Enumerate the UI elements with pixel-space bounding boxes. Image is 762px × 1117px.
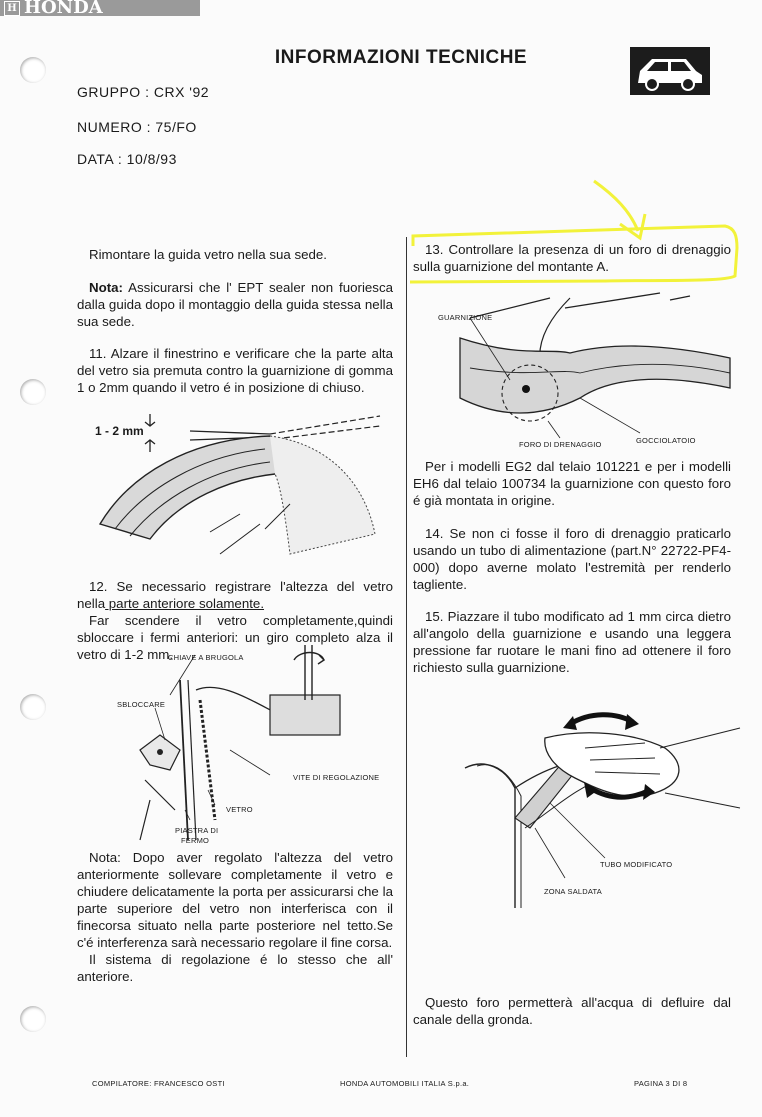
step-13-text: 13. Controllare la presenza di un foro di drenaggio sulla guarnizione del montante A. (413, 242, 731, 274)
fig2-label-piastra-2: FERMO (181, 836, 210, 845)
meta-numero: NUMERO : 75/FO (77, 119, 197, 135)
footer-compilatore: COMPILATORE: FRANCESCO OSTI (92, 1079, 225, 1088)
fig3-label-gocciolatoio: GOCCIOLATOIO (636, 436, 696, 445)
right-step-14 (413, 525, 731, 593)
nota1-text: Assicurarsi che l' EPT sealer non fuoriesca dalla guida dopo il montaggio della guida stessa nella sua sede. (77, 280, 393, 329)
fig2-label-vetro: VETRO (226, 805, 253, 814)
end-text: Questo foro permetterà all'acqua di defluire dal canale della gronda. (413, 995, 731, 1027)
fig2-label-chiave: CHIAVE A BRUGOLA (168, 653, 244, 662)
figure-adjust-screw (110, 640, 390, 850)
fig2-label-sbloccare: SBLOCCARE (117, 700, 166, 709)
p1-text: Rimontare la guida vetro nella sua sede. (89, 247, 328, 262)
meta-data: DATA : 10/8/93 (77, 151, 177, 167)
fig4-label-zona: ZONA SALDATA (544, 887, 602, 896)
meta-gruppo: GRUPPO : CRX '92 (77, 84, 210, 100)
models-text: Per i modelli EG2 dal telaio 101221 e per i modelli EH6 dal telaio 100734 la guarnizione con questo foro é già montata in origine. (413, 459, 731, 508)
punch-hole-icon (20, 379, 46, 405)
step-15-text: 15. Piazzare il tubo modificato ad 1 mm circa dietro all'angolo della guarnizione e usando una leggera pressione far ruotare le mani fino ad ottenere il foro richiesto sulla guarnizione. (413, 609, 731, 675)
step-12-detail: Far scendere il vetro completamente,quindi sbloccare i fermi anteriori: un giro completo alza il vetro di 1-2 mm. (77, 613, 393, 662)
left-nota-2 (77, 849, 393, 985)
footer-company: HONDA AUTOMOBILI ITALIA S.p.a. (340, 1079, 470, 1088)
fig2-label-vite: VITE DI REGOLAZIONE (293, 773, 380, 782)
step-14-text: 14. Se non ci fosse il foro di drenaggio praticarlo usando un tubo di alimentazione (part.N° 22722-PF4-000) dopo averne molato l'estremità per renderlo tagliente. (413, 526, 731, 592)
left-step-11 (77, 345, 393, 396)
punch-hole-icon (20, 694, 46, 720)
column-divider (406, 237, 407, 1057)
page-title: INFORMAZIONI TECNICHE (274, 47, 528, 68)
fig2-label-piastra-1: PIASTRA DI (175, 826, 219, 835)
step-12-text: 12. Se necessario registrare l'altezza del vetro nella (77, 579, 393, 611)
honda-brand-text: HONDA (24, 0, 103, 16)
honda-brand-bar (0, 0, 200, 16)
right-end (413, 994, 731, 1028)
figure-drain-hole (430, 288, 740, 448)
fig4-label-tubo: TUBO MODIFICATO (600, 860, 673, 869)
car-logo-icon (630, 47, 710, 95)
right-step-15 (413, 608, 731, 676)
step-11-text: 11. Alzare il finestrino e verificare che la parte alta del vetro sia premuta contro la guarnizione di gomma 1 o 2mm quando il vetro é in posizione di chiuso. (77, 346, 393, 395)
nota1-bold: Nota: (89, 280, 123, 295)
right-step-13 (413, 241, 731, 275)
left-nota-1 (77, 279, 393, 330)
left-paragraph-1 (89, 246, 393, 263)
footer-page-number: PAGINA 3 DI 8 (634, 1079, 688, 1088)
p-last-text: Il sistema di regolazione é lo stesso che all' anteriore. (77, 952, 393, 984)
punch-hole-icon (20, 1006, 46, 1032)
fig3-label-guarnizione: GUARNIZIONE (438, 313, 493, 322)
step-12-underline: parte anteriore solamente. (105, 596, 265, 611)
right-models (413, 458, 731, 509)
fig1-label-mm: 1 - 2 mm (95, 424, 144, 438)
nota2-text: Nota: Dopo aver regolato l'altezza del vetro anteriormente sollevare completamente il vetro e chiudere delicatamente la porta per assicurarsi che la parte superiore del vetro non interferisca con il finecorsa situato nella parte posteriore nel tetto.Se c'é interferenza sarà necessario regolare il fine corsa. (77, 850, 393, 950)
fig3-label-foro: FORO DI DRENAGGIO (519, 440, 602, 449)
honda-h-logo-icon: H (4, 1, 20, 16)
